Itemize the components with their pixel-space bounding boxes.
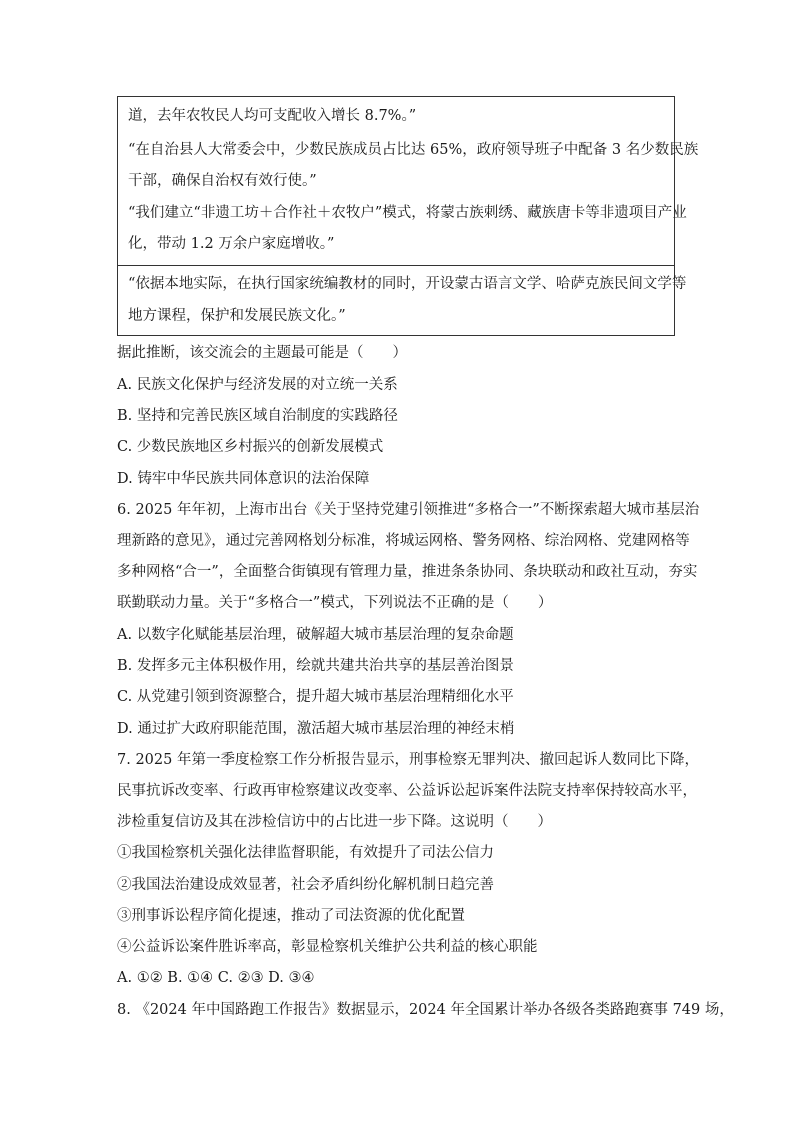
option-a: A. 民族文化保护与经济发展的对立统一关系 — [117, 377, 398, 393]
quote-line: 道，去年农牧民人均可支配收入增长 8.7%。” — [128, 108, 417, 124]
option-a: A. 以数字化赋能基层治理，破解超大城市基层治理的复杂命题 — [117, 627, 514, 643]
question-6-stem: 理新路的意见》，通过完善网格划分标准，将城运网格、警务网格、综治网格、党建网格等 — [117, 533, 690, 549]
statement-3: ③刑事诉讼程序简化提速，推动了司法资源的优化配置 — [117, 908, 465, 924]
question-6-stem: 6. 2025 年年初，上海市出台《关于坚持党建引领推进“多格合一”不断探索超大城市基层治 — [117, 502, 700, 518]
option-d: D. 通过扩大政府职能范围，激活超大城市基层治理的神经末梢 — [117, 721, 515, 737]
question-8-stem: 8. 《2024 年中国路跑工作报告》数据显示，2024 年全国累计举办各级各类路跑赛事 749 场， — [117, 1002, 734, 1018]
quote-line: 干部，确保自治权有效行使。” — [128, 173, 317, 189]
option-b: B. 坚持和完善民族区域自治制度的实践路径 — [117, 408, 398, 424]
statement-1: ①我国检察机关强化法律监督职能，有效提升了司法公信力 — [117, 845, 494, 861]
question-6-stem: 多种网格“合一”，全面整合街镇现有管理力量，推进条条协同、条块联动和政社互动，夯实 — [117, 564, 698, 580]
quote-divider — [118, 265, 674, 266]
quote-line: “依据本地实际，在执行国家统编教材的同时，开设蒙古语言文学、哈萨克族民间文学等 — [128, 276, 687, 292]
quote-line: “在自治县人大常委会中，少数民族成员占比达 65%，政府领导班子中配备 3 名少数民族 — [128, 142, 699, 158]
question-7-options: A. ①② B. ①④ C. ②③ D. ③④ — [117, 970, 315, 986]
statement-2: ②我国法治建设成效显著，社会矛盾纠纷化解机制日趋完善 — [117, 877, 494, 893]
quote-line: 地方课程，保护和发展民族文化。” — [128, 308, 346, 324]
quote-line: “我们建立“非遗工坊＋合作社＋农牧户”模式，将蒙古族刺绣、藏族唐卡等非遗项目产业 — [128, 205, 687, 221]
question-7-stem: 7. 2025 年第一季度检察工作分析报告显示，刑事检察无罪判决、撤回起诉人数同比下降， — [117, 752, 699, 768]
question-7-stem: 民事抗诉改变率、行政再审检察建议改变率、公益诉讼起诉案件法院支持率保持较高水平， — [117, 783, 697, 799]
option-c: C. 从党建引领到资源整合，提升超大城市基层治理精细化水平 — [117, 689, 514, 705]
quote-line: 化，带动 1.2 万余户家庭增收。” — [128, 236, 335, 252]
question-7-stem: 涉检重复信访及其在涉检信访中的占比进一步下降。这说明（ ） — [117, 814, 552, 830]
quote-box — [117, 96, 699, 336]
question-5-stem: 据此推断，该交流会的主题最可能是（ ） — [117, 345, 407, 361]
statement-4: ④公益诉讼案件胜诉率高，彰显检察机关维护公共利益的核心职能 — [117, 939, 538, 955]
option-b: B. 发挥多元主体积极作用，绘就共建共治共享的基层善治图景 — [117, 658, 514, 674]
option-d: D. 铸牢中华民族共同体意识的法治保障 — [117, 471, 370, 487]
option-c: C. 少数民族地区乡村振兴的创新发展模式 — [117, 439, 384, 455]
question-6-stem: 联勤联动力量。关于“多格合一”模式，下列说法不正确的是（ ） — [117, 595, 553, 611]
